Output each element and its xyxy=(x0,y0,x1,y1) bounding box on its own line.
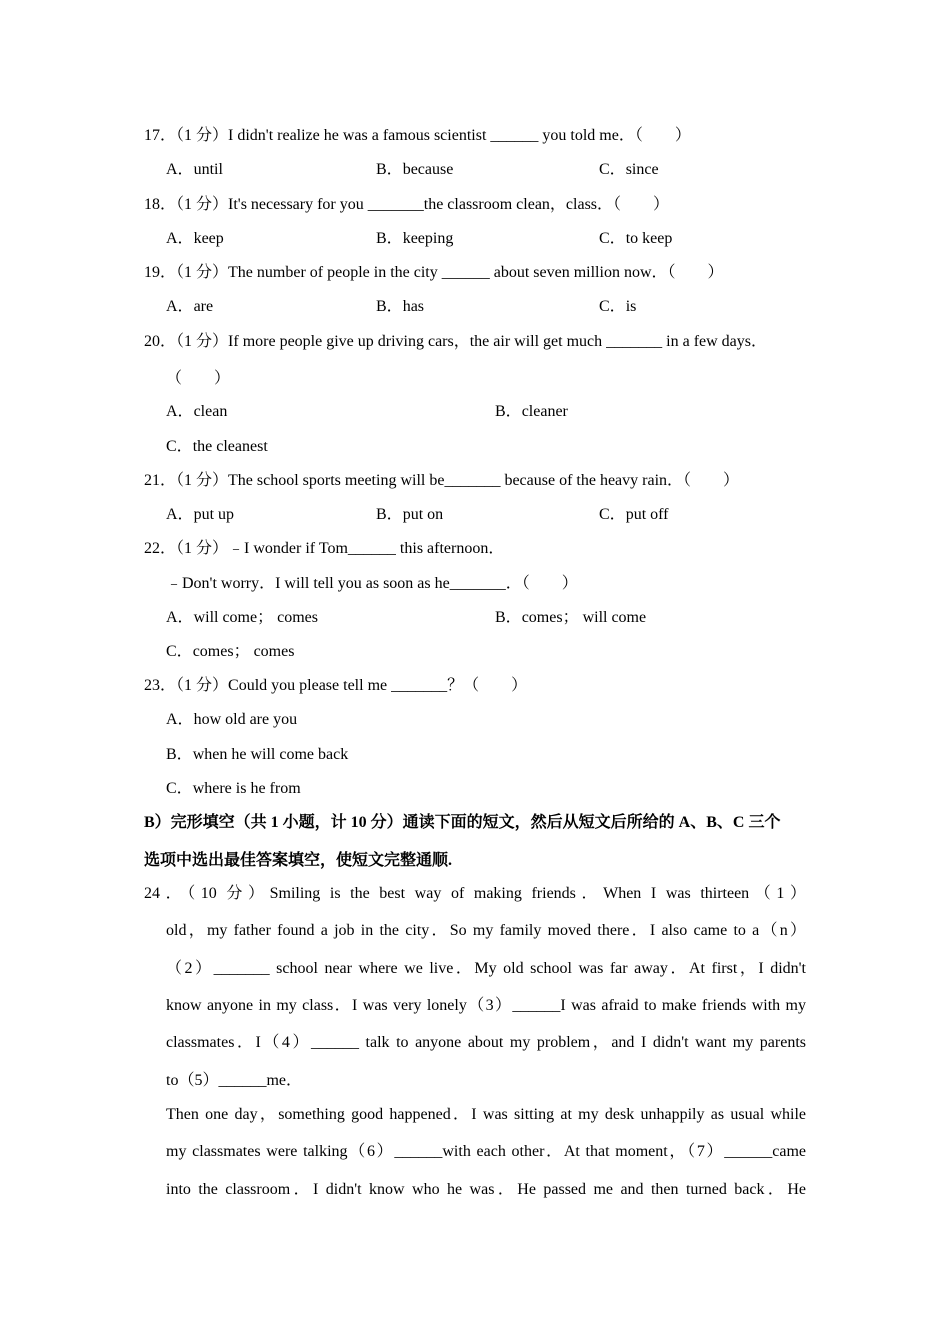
option-b: B．put on xyxy=(376,506,444,523)
question-number: 23． xyxy=(144,677,177,694)
option-c: C．put off xyxy=(599,506,669,523)
section-b-instructions-continued: 选项中选出最佳答案填空，使短文完整通顺. xyxy=(144,852,453,869)
option-b: B．because xyxy=(376,161,454,178)
question-number: 22． xyxy=(144,540,177,557)
section-b-instructions: B）完形填空（共 1 小题，计 10 分）通读下面的短文，然后从短文后所给的 A、B、C 三个 xyxy=(144,814,781,831)
question-stem: The school sports meeting will be_______ because of the heavy rain．（ ） xyxy=(228,472,740,489)
option-a: A．will come； comes xyxy=(166,609,318,626)
option-b: B．comes； will come xyxy=(495,609,647,626)
question-number: 21． xyxy=(144,472,177,489)
passage-line: （2）_______ school near where we live．My old school was far away．At first，I didn't xyxy=(166,960,806,977)
question-22 xyxy=(144,539,504,559)
question-stem: It's necessary for you _______the classroom clean，class．（ ） xyxy=(228,196,670,213)
question-17 xyxy=(144,126,691,146)
question-number: 17． xyxy=(144,127,177,144)
question-stem: The number of people in the city ______ about seven million now．（ ） xyxy=(228,264,724,281)
option-a: A．clean xyxy=(166,403,228,420)
question-stem: If more people give up driving cars，the air will get much _______ in a few days． xyxy=(228,333,767,350)
option-c: C．comes； comes xyxy=(166,643,295,660)
option-c: C．the cleanest xyxy=(166,438,268,455)
question-number: 19． xyxy=(144,264,177,281)
question-stem: ﹣I wonder if Tom______ this afternoon． xyxy=(228,540,505,557)
passage-line: my classmates were talking（6）______with each other．At that moment，（7）______came xyxy=(166,1143,806,1160)
option-c: C．where is he from xyxy=(166,780,301,797)
option-c: C．to keep xyxy=(599,230,673,247)
question-stem-continued: ﹣Don't worry．I will tell you as soon as he_______．（ ） xyxy=(166,575,578,592)
passage-line: into the classroom．I didn't know who he was．He passed me and then turned back．He xyxy=(166,1181,807,1198)
option-c: C．is xyxy=(599,298,637,315)
option-a: A．how old are you xyxy=(166,711,298,728)
question-score: （1 分） xyxy=(176,333,229,350)
passage-line: to（5）______me． xyxy=(166,1072,302,1089)
question-score: （1 分） xyxy=(176,196,229,213)
question-score: （1 分） xyxy=(176,264,229,281)
question-number: 20． xyxy=(144,333,177,350)
question-score: （1 分） xyxy=(176,472,229,489)
option-c: C．since xyxy=(599,161,659,178)
passage-line: Then one day，something good happened．I was sitting at my desk unhappily as usual while xyxy=(166,1106,806,1123)
option-a: A．put up xyxy=(166,506,235,523)
question-19 xyxy=(144,263,724,283)
question-24-first-line: 24．（10 分）Smiling is the best way of making friends．When I was thirteen（1） xyxy=(144,885,806,902)
question-stem-continued: （ ） xyxy=(166,370,231,387)
question-23 xyxy=(144,676,527,696)
question-score: （1 分） xyxy=(176,677,229,694)
option-a: A．are xyxy=(166,298,214,315)
question-stem: Could you please tell me _______？（ ） xyxy=(228,677,528,694)
question-score: （1 分） xyxy=(176,127,229,144)
question-number: 18． xyxy=(144,196,177,213)
option-b: B．has xyxy=(376,298,425,315)
question-21 xyxy=(144,471,739,491)
option-a: A．until xyxy=(166,161,223,178)
question-score: （1 分） xyxy=(176,540,229,557)
option-b: B．keeping xyxy=(376,230,454,247)
option-b: B．cleaner xyxy=(495,403,568,420)
option-a: A．keep xyxy=(166,230,224,247)
option-b: B．when he will come back xyxy=(166,746,349,763)
passage-line: classmates．I（4）______ talk to anyone about my problem，and I didn't want my parents xyxy=(166,1034,806,1051)
question-stem: I didn't realize he was a famous scientist ______ you told me．（ ） xyxy=(228,127,691,144)
question-20 xyxy=(144,332,767,352)
passage-line: old，my father found a job in the city．So my family moved there．I also came to a（n） xyxy=(166,922,806,939)
question-18 xyxy=(144,195,669,215)
passage-line: know anyone in my class．I was very lonely（3）______I was afraid to make friends with my xyxy=(166,997,806,1014)
